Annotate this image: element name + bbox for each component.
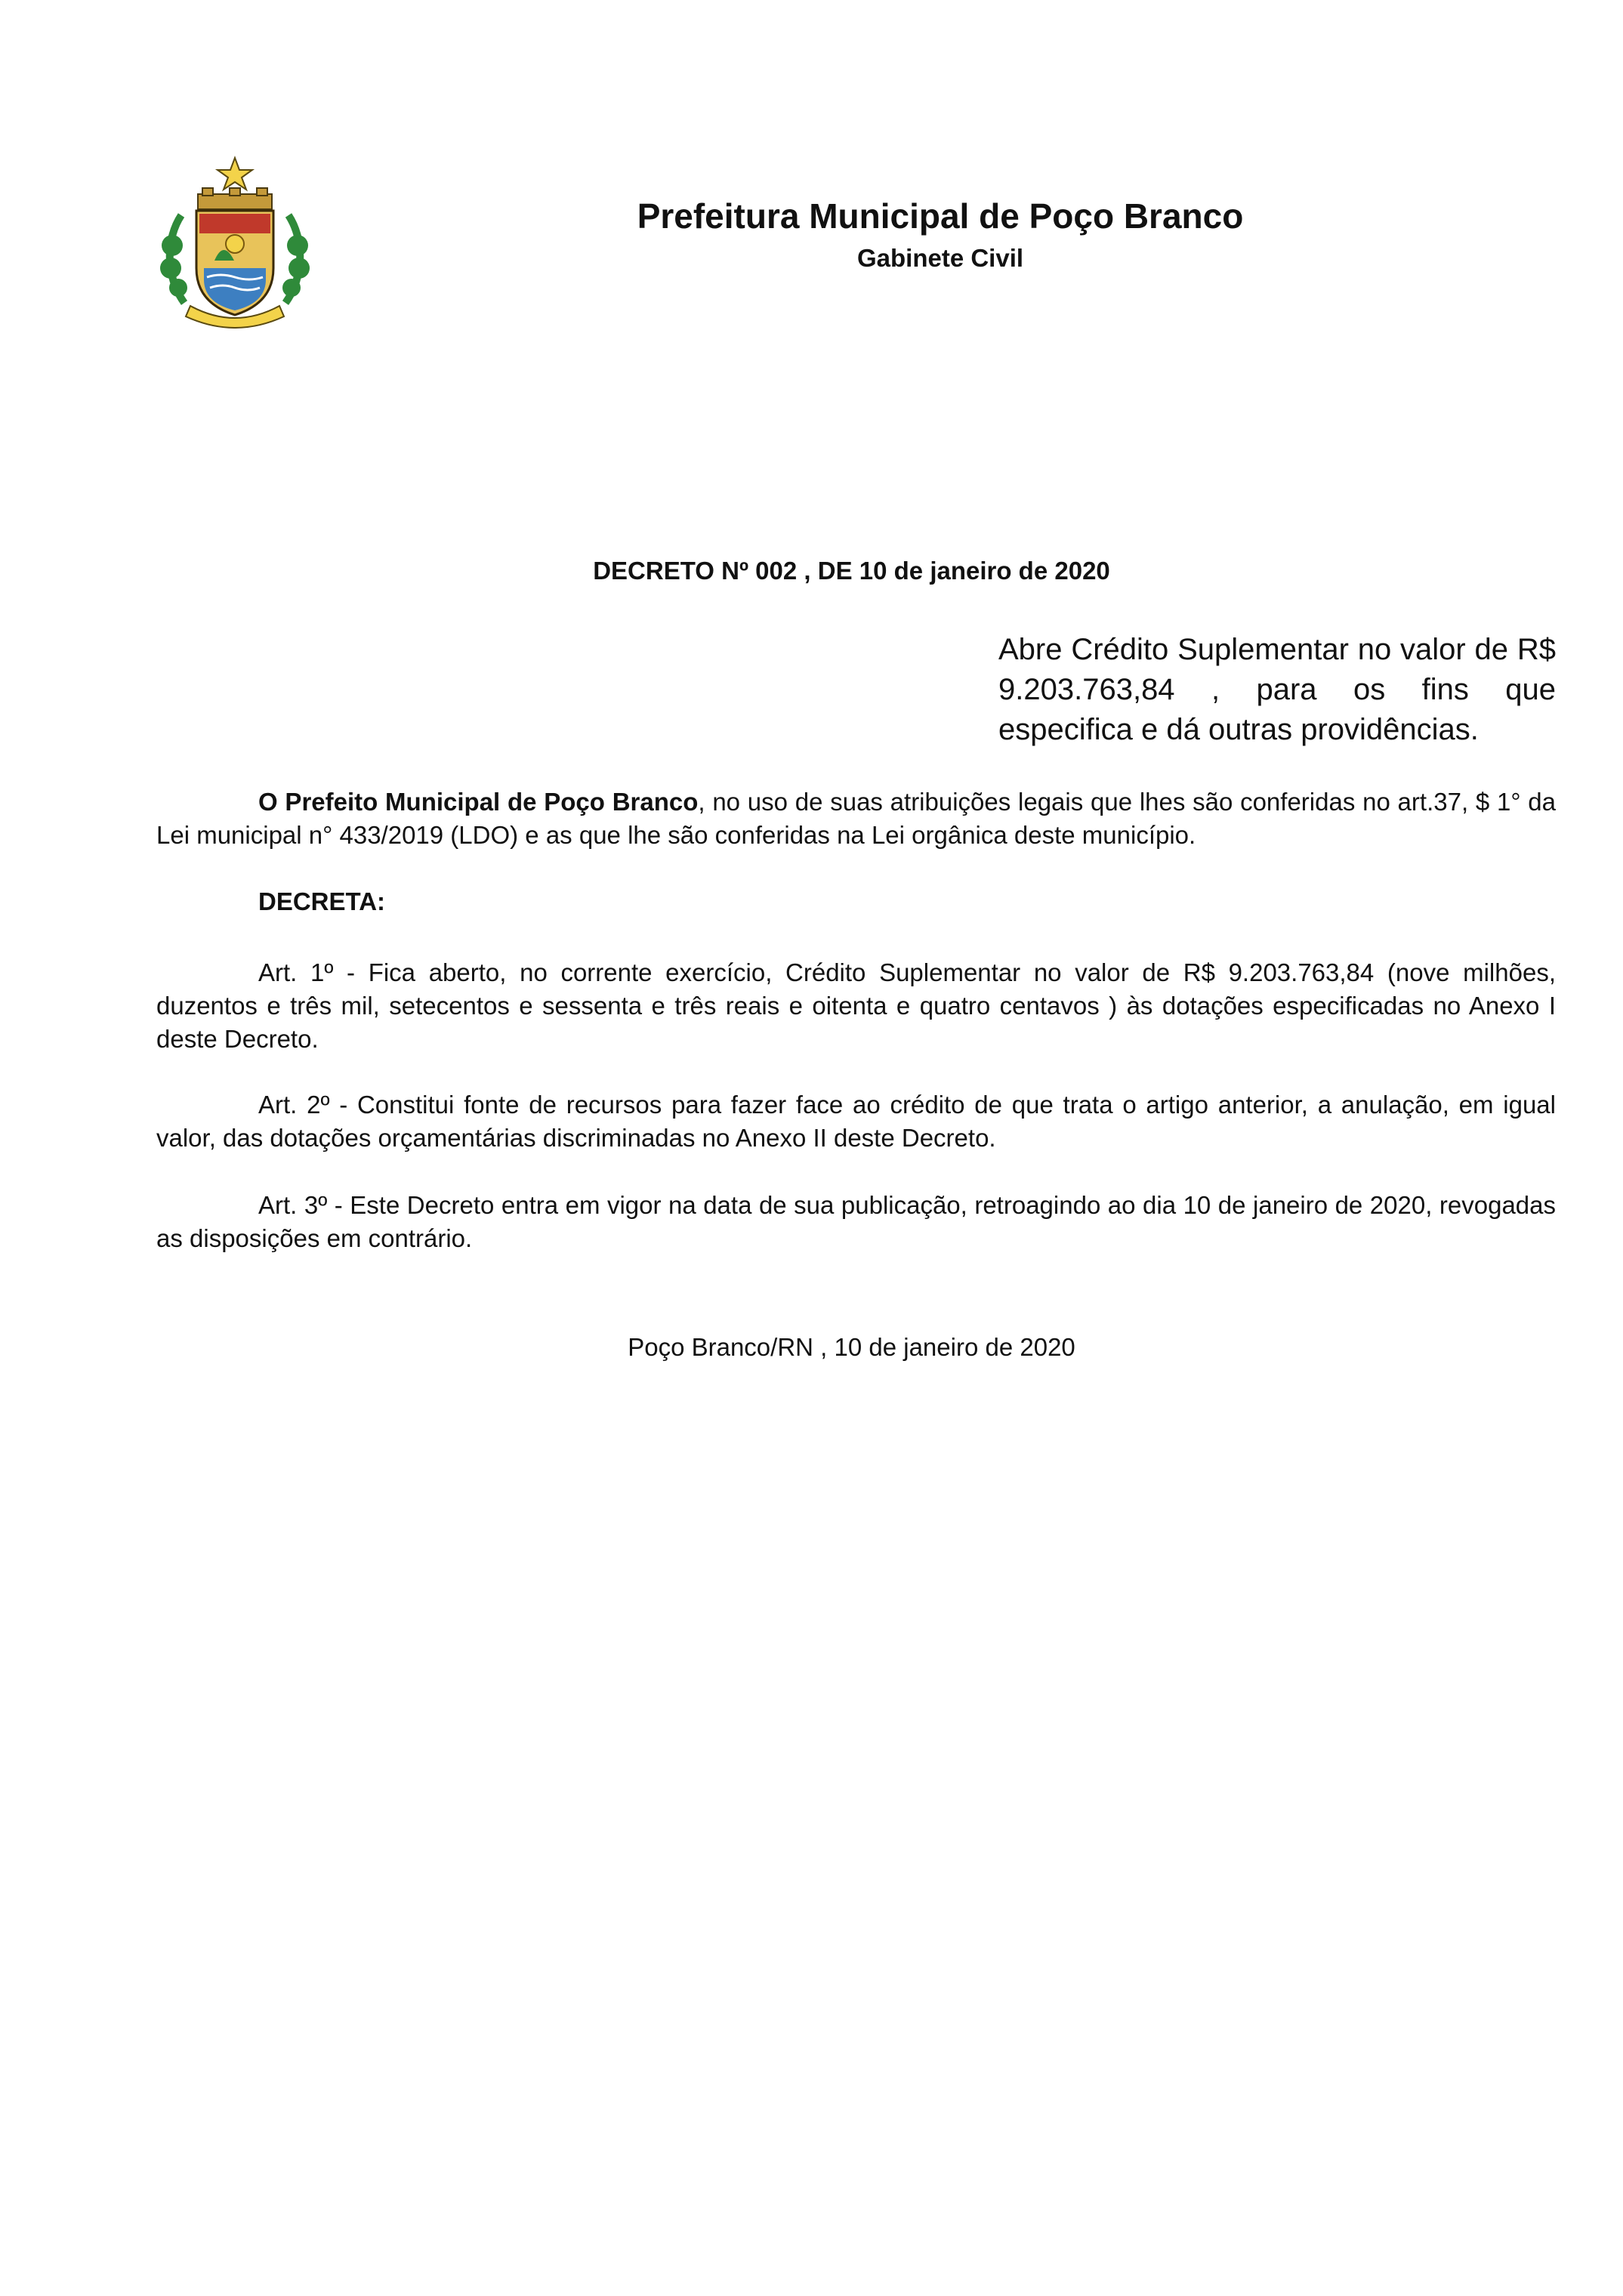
intro-authority: O Prefeito Municipal de Poço Branco [258,788,699,816]
article-1: Art. 1º - Fica aberto, no corrente exercício, Crédito Suplementar no valor de R$ 9.203.763,84 (nove milhões, duzentos e três mil, setecentos e sessenta e três reais e oitenta e quatro centavos ) às dotações especificadas no Anexo I deste Decreto. [156,958,1556,1053]
article-2: Art. 2º - Constitui fonte de recursos para fazer face ao crédito de que trata o artigo anterior, a anulação, em igual valor, das dotações orçamentárias discriminadas no Anexo II deste Decreto. [156,1091,1556,1152]
decreta-label: DECRETA: [258,887,386,915]
intro-paragraph [156,785,1556,852]
decree-title: DECRETO Nº 002 , DE 10 de janeiro de 2020 [593,557,1110,585]
page-title: Prefeitura Municipal de Poço Branco [637,196,1244,236]
municipal-coat-of-arms-icon [151,155,319,329]
page-subtitle: Gabinete Civil [856,244,1024,272]
article-3: Art. 3º - Este Decreto entra em vigor na data de sua publicação, retroagindo ao dia 10 de janeiro de 2020, revogadas as disposições em contrário. [156,1191,1556,1252]
intro-text: , no uso de suas atribuições legais que lhes são conferidas no art.37, $ 1° da Lei municipal n° 433/2019 (LDO) e as que lhe são conferidas na Lei orgânica deste município. [156,788,1556,849]
decree-ementa: Abre Crédito Suplementar no valor de R$ 9.203.763,84 , para os fins que especifica e dá outras providências. [998,633,1556,746]
place-and-date: Poço Branco/RN , 10 de janeiro de 2020 [628,1333,1075,1361]
